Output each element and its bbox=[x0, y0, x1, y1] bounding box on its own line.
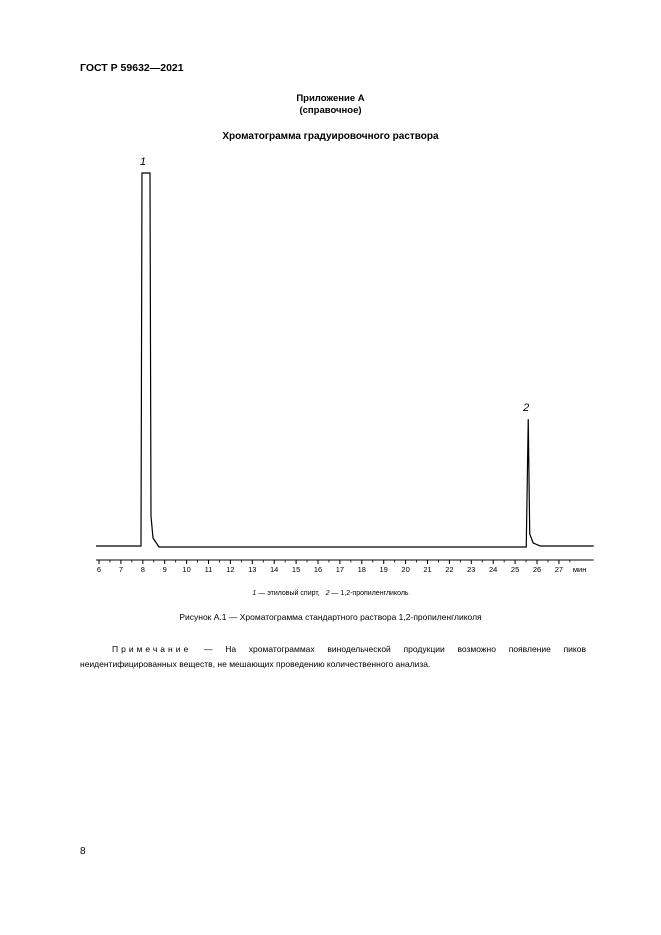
legend-item2-number: 2 bbox=[325, 590, 330, 597]
x-tick-label: 20 bbox=[401, 565, 410, 574]
note-text: — На хроматограммах винодельческой продукции возможно появление пиков неидентифицированных веществ, не мешающих проведению количественного анализа. bbox=[80, 644, 586, 669]
peak-label-2: 2 bbox=[523, 402, 530, 415]
x-tick-label: 10 bbox=[182, 565, 191, 574]
x-tick-label: 12 bbox=[226, 565, 235, 574]
figure-caption: Рисунок А.1 — Хроматограмма стандартного раствора 1,2-пропиленгликоля bbox=[179, 612, 482, 622]
x-tick-label: 17 bbox=[335, 565, 345, 574]
note-label: Примечание bbox=[112, 644, 192, 654]
x-tick-label: 23 bbox=[467, 565, 476, 574]
x-axis-ticks bbox=[99, 560, 570, 564]
appendix-subtitle: (справочное) bbox=[299, 105, 362, 116]
x-tick-label: 15 bbox=[291, 565, 301, 574]
chart-title: Хроматограмма градуировочного раствора bbox=[222, 131, 439, 142]
x-tick-label: 19 bbox=[379, 565, 388, 574]
note-paragraph bbox=[80, 642, 586, 672]
x-tick-label: 26 bbox=[532, 565, 542, 574]
x-tick-label: 14 bbox=[270, 565, 279, 574]
chromatogram-trace bbox=[96, 173, 594, 547]
appendix-title: Приложение А bbox=[296, 93, 365, 104]
x-tick-label: 25 bbox=[510, 565, 520, 574]
legend-item1-text: — этиловый спирт, bbox=[256, 590, 320, 597]
x-tick-label: 21 bbox=[423, 565, 432, 574]
x-axis-unit-label: мин bbox=[572, 565, 587, 574]
x-tick-label: 8 bbox=[140, 565, 145, 574]
x-tick-label: 18 bbox=[357, 565, 366, 574]
peak-label-1: 1 bbox=[139, 156, 147, 168]
x-tick-label: 24 bbox=[489, 565, 498, 574]
page-number: 8 bbox=[80, 846, 86, 857]
document-header: ГОСТ Р 59632—2021 bbox=[80, 62, 184, 74]
figure-legend bbox=[0, 590, 661, 597]
x-tick-label: 6 bbox=[96, 565, 102, 574]
x-tick-label: 13 bbox=[248, 565, 257, 574]
x-tick-label: 7 bbox=[118, 565, 123, 574]
x-axis-tick-labels bbox=[97, 565, 563, 574]
x-tick-label: 9 bbox=[162, 565, 167, 574]
x-tick-label: 16 bbox=[313, 565, 323, 574]
x-tick-label: 22 bbox=[445, 565, 454, 574]
legend-item2-text: — 1,2-пропиленгликоль bbox=[329, 590, 409, 597]
legend-item1-number: 1 bbox=[252, 590, 257, 597]
x-tick-label: 11 bbox=[204, 565, 213, 574]
x-tick-label: 27 bbox=[554, 565, 564, 574]
